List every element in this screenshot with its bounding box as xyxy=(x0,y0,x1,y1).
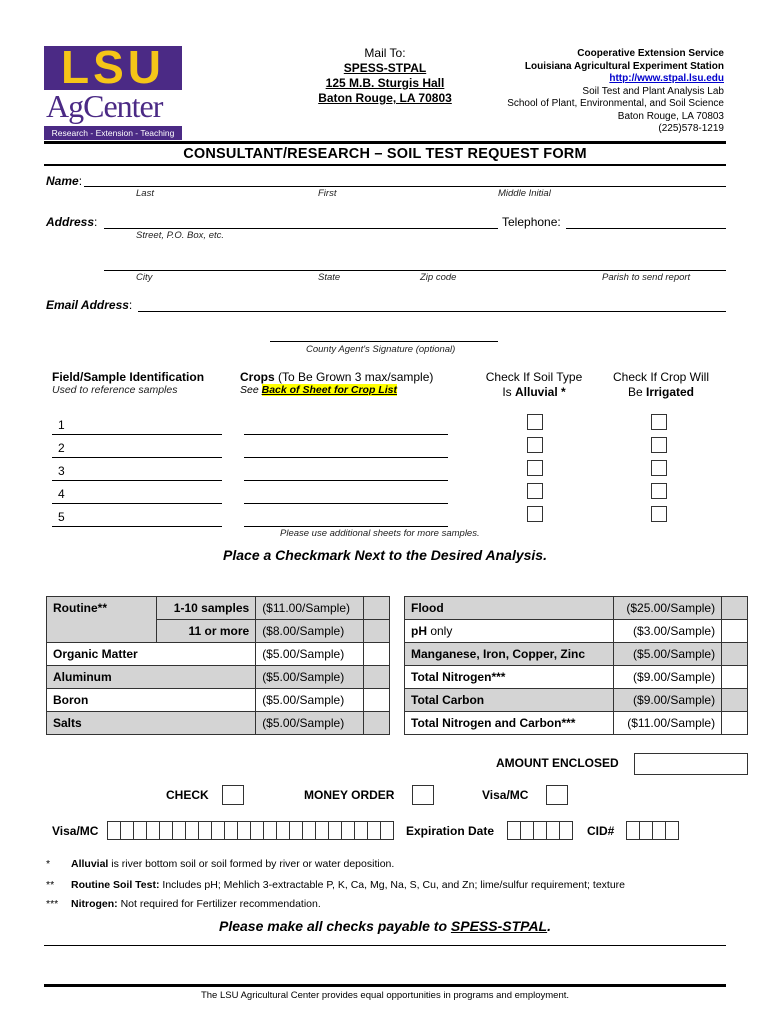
money-order-label: MONEY ORDER xyxy=(304,788,395,802)
sample-row-number: 3 xyxy=(58,464,65,478)
boron-label: Boron xyxy=(47,689,256,712)
boron-check[interactable] xyxy=(364,689,390,712)
digit-box[interactable] xyxy=(186,821,199,840)
crop-list-link: Back of Sheet for Crop List xyxy=(261,384,397,396)
crop-input[interactable] xyxy=(244,503,448,504)
irrigated-checkbox[interactable] xyxy=(651,483,667,499)
field-id-sub: Used to reference samples xyxy=(52,384,178,396)
check-checkbox[interactable] xyxy=(222,785,244,805)
ph-word: pH xyxy=(411,624,427,638)
logo-lsu: LSU xyxy=(61,41,165,93)
digit-box[interactable] xyxy=(534,821,547,840)
coop-block xyxy=(424,48,724,136)
mail-street: 125 M.B. Sturgis Hall xyxy=(325,76,445,90)
digit-box[interactable] xyxy=(134,821,147,840)
flood-check[interactable] xyxy=(722,597,748,620)
digit-box[interactable] xyxy=(199,821,212,840)
cid-label: CID# xyxy=(587,824,615,838)
name-middle-caption: Middle Initial xyxy=(498,188,551,199)
note-3-text: Not required for Fertilizer recommendation. xyxy=(117,898,321,910)
ph-price: ($3.00/Sample) xyxy=(614,620,722,643)
organic-matter-label: Organic Matter xyxy=(47,643,256,666)
visa-mc-number-label: Visa/MC xyxy=(52,824,99,838)
irrigated-header xyxy=(596,370,726,400)
irrigated-be: Be xyxy=(627,385,646,399)
alluvial-is: Is xyxy=(502,385,515,399)
mail-org: SPESS-STPAL xyxy=(343,61,427,75)
alluvial-checkbox[interactable] xyxy=(527,460,543,476)
digit-box[interactable] xyxy=(653,821,666,840)
email-label: Email Address: xyxy=(46,298,133,312)
total-nc-check[interactable] xyxy=(722,712,748,735)
parish-caption: Parish to send report xyxy=(602,272,691,283)
aluminum-label: Aluminum xyxy=(47,666,256,689)
digit-box[interactable] xyxy=(303,821,316,840)
ph-only: only xyxy=(427,624,453,638)
coop-city: Baton Rouge, LA 70803 xyxy=(617,110,724,122)
place-checkmark-heading: Place a Checkmark Next to the Desired Analysis. xyxy=(223,547,547,563)
digit-box[interactable] xyxy=(626,821,640,840)
telephone-input[interactable] xyxy=(566,228,726,229)
routine-1-10-check[interactable] xyxy=(364,597,390,620)
total-nitrogen-price: ($9.00/Sample) xyxy=(614,666,722,689)
money-order-checkbox[interactable] xyxy=(412,785,434,805)
crops-header xyxy=(240,370,433,396)
irrigated-checkbox[interactable] xyxy=(651,506,667,522)
address-city-input[interactable] xyxy=(104,270,726,271)
coop-phone: (225)578-1219 xyxy=(658,123,724,134)
micronutrients-price: ($5.00/Sample) xyxy=(614,643,722,666)
note-3-mark: *** xyxy=(46,898,59,910)
digit-box[interactable] xyxy=(290,821,303,840)
organic-matter-price: ($5.00/Sample) xyxy=(256,643,364,666)
zip-caption: Zip code xyxy=(420,272,457,283)
agcenter-logo xyxy=(44,41,182,140)
salts-label: Salts xyxy=(47,712,256,735)
note-1-mark: * xyxy=(46,858,51,870)
note-3 xyxy=(46,898,321,910)
total-nitrogen-label: Total Nitrogen*** xyxy=(405,666,614,689)
digit-box[interactable] xyxy=(316,821,329,840)
coop-service: Cooperative Extension Service xyxy=(577,48,724,59)
note-1-term: Alluvial xyxy=(71,858,109,870)
alluvial-checkbox[interactable] xyxy=(527,483,543,499)
sample-row-number: 5 xyxy=(58,510,65,524)
amount-enclosed-label: AMOUNT ENCLOSED xyxy=(496,756,619,770)
sample-id-input[interactable] xyxy=(52,480,222,481)
name-first-caption: First xyxy=(318,188,337,199)
digit-box[interactable] xyxy=(277,821,290,840)
salts-price: ($5.00/Sample) xyxy=(256,712,364,735)
digit-box[interactable] xyxy=(329,821,342,840)
salts-check[interactable] xyxy=(364,712,390,735)
logo-brand: AgCenter xyxy=(46,88,163,124)
crop-input[interactable] xyxy=(244,480,448,481)
crops-title: Crops xyxy=(240,370,275,384)
crops-see: See xyxy=(240,384,262,396)
top-rule xyxy=(44,141,726,144)
aluminum-price: ($5.00/Sample) xyxy=(256,666,364,689)
irrigated-checkbox[interactable] xyxy=(651,437,667,453)
digit-box[interactable] xyxy=(355,821,368,840)
crops-max: (To Be Grown 3 max/sample) xyxy=(274,370,434,384)
irrigated-checkbox[interactable] xyxy=(651,414,667,430)
sample-row-number: 1 xyxy=(58,418,65,432)
visa-mc-option-label: Visa/MC xyxy=(482,788,529,802)
address-street-input[interactable] xyxy=(104,228,498,229)
payable-statement xyxy=(0,918,770,934)
name-label: Name: xyxy=(46,174,83,188)
digit-box[interactable] xyxy=(368,821,381,840)
ph-check[interactable] xyxy=(722,620,748,643)
note-1 xyxy=(46,858,394,870)
irrigated-h1: Check If Crop Will xyxy=(612,370,710,384)
note-2-text: Includes pH; Mehlich 3-extractable P, K, Ca, Mg, Na, S, Cu, and Zn; lime/sulfur requirement; texture xyxy=(159,879,625,891)
sample-id-input[interactable] xyxy=(52,457,222,458)
total-carbon-label: Total Carbon xyxy=(405,689,614,712)
micronutrients-label: Manganese, Iron, Copper, Zinc xyxy=(405,643,614,666)
sample-id-input[interactable] xyxy=(52,503,222,504)
name-input[interactable] xyxy=(84,186,726,187)
field-id-title: Field/Sample Identification xyxy=(52,370,205,384)
total-nitrogen-check[interactable] xyxy=(722,666,748,689)
organic-matter-check[interactable] xyxy=(364,643,390,666)
note-2-term: Routine Soil Test: xyxy=(71,879,160,891)
total-nc-label: Total Nitrogen and Carbon*** xyxy=(405,712,614,735)
micronutrients-check[interactable] xyxy=(722,643,748,666)
expiration-label: Expiration Date xyxy=(406,824,495,838)
coop-url[interactable]: http://www.stpal.lsu.edu xyxy=(609,73,724,84)
address-label: Address: xyxy=(46,215,98,229)
digit-box[interactable] xyxy=(238,821,251,840)
agent-signature-caption: County Agent's Signature (optional) xyxy=(306,344,456,355)
check-label: CHECK xyxy=(166,788,209,802)
field-id-header xyxy=(52,370,204,396)
alluvial-h1: Check If Soil Type xyxy=(485,370,583,384)
digit-box[interactable] xyxy=(225,821,238,840)
routine-11-more: 11 or more xyxy=(156,620,256,643)
state-caption: State xyxy=(318,272,341,283)
logo-tagline: Research - Extension - Teaching xyxy=(44,126,182,140)
flood-label: Flood xyxy=(405,597,614,620)
crop-input[interactable] xyxy=(244,434,448,435)
total-carbon-price: ($9.00/Sample) xyxy=(614,689,722,712)
alluvial-checkbox[interactable] xyxy=(527,506,543,522)
bottom-rule-2 xyxy=(44,984,726,987)
sample-id-input[interactable] xyxy=(52,526,222,527)
digit-box[interactable] xyxy=(507,821,521,840)
total-nc-price: ($11.00/Sample) xyxy=(614,712,722,735)
routine-11-more-price: ($8.00/Sample) xyxy=(256,620,364,643)
digit-box[interactable] xyxy=(160,821,173,840)
crop-input[interactable] xyxy=(244,457,448,458)
title-rule xyxy=(44,164,726,166)
payable-org: SPESS-STPAL xyxy=(450,918,548,934)
crop-input[interactable] xyxy=(244,526,448,527)
aluminum-check[interactable] xyxy=(364,666,390,689)
payable-text: Please make all checks payable to xyxy=(218,918,451,934)
sample-row-number: 2 xyxy=(58,441,65,455)
mail-label: Mail To: xyxy=(364,46,406,60)
alluvial-checkbox[interactable] xyxy=(527,414,543,430)
routine-11-more-check[interactable] xyxy=(364,620,390,643)
analysis-table-right xyxy=(404,596,748,735)
digit-box[interactable] xyxy=(342,821,355,840)
agent-signature-input[interactable] xyxy=(270,341,498,342)
city-caption: City xyxy=(136,272,153,283)
coop-station: Louisiana Agricultural Experiment Station xyxy=(524,60,724,72)
ph-label xyxy=(405,620,614,643)
digit-box[interactable] xyxy=(560,821,573,840)
digit-box[interactable] xyxy=(264,821,277,840)
card-number-input[interactable] xyxy=(107,821,394,840)
routine-label: Routine** xyxy=(47,597,157,620)
boron-price: ($5.00/Sample) xyxy=(256,689,364,712)
note-2-mark: ** xyxy=(46,879,55,891)
digit-box[interactable] xyxy=(173,821,186,840)
coop-school: School of Plant, Environmental, and Soil Science xyxy=(507,98,724,109)
irrigated-checkbox[interactable] xyxy=(651,460,667,476)
analysis-table-left xyxy=(46,596,390,735)
digit-box[interactable] xyxy=(147,821,160,840)
digit-box[interactable] xyxy=(212,821,225,840)
note-3-term: Nitrogen: xyxy=(71,898,118,910)
additional-sheets-note: Please use additional sheets for more samples. xyxy=(280,528,480,539)
alluvial-word: Alluvial * xyxy=(514,385,566,399)
flood-price: ($25.00/Sample) xyxy=(614,597,722,620)
bottom-rule-1 xyxy=(44,945,726,946)
sample-id-input[interactable] xyxy=(52,434,222,435)
digit-box[interactable] xyxy=(381,821,394,840)
routine-1-10: 1-10 samples xyxy=(156,597,256,620)
digit-box[interactable] xyxy=(640,821,653,840)
digit-box[interactable] xyxy=(666,821,679,840)
amount-enclosed-input[interactable] xyxy=(634,753,748,775)
digit-box[interactable] xyxy=(521,821,534,840)
street-caption: Street, P.O. Box, etc. xyxy=(136,230,225,241)
form-title: CONSULTANT/RESEARCH – SOIL TEST REQUEST FORM xyxy=(183,146,587,162)
payable-period: . xyxy=(547,918,551,934)
digit-box[interactable] xyxy=(547,821,560,840)
irrigated-word: Irrigated xyxy=(646,385,695,399)
cid-input[interactable] xyxy=(626,821,679,840)
sample-row-number: 4 xyxy=(58,487,65,501)
routine-1-10-price: ($11.00/Sample) xyxy=(256,597,364,620)
name-last-caption: Last xyxy=(136,188,154,199)
alluvial-checkbox[interactable] xyxy=(527,437,543,453)
mail-city: Baton Rouge, LA 70803 xyxy=(318,91,452,105)
digit-box[interactable] xyxy=(121,821,134,840)
total-carbon-check[interactable] xyxy=(722,689,748,712)
telephone-label: Telephone: xyxy=(502,215,561,229)
email-input[interactable] xyxy=(138,311,726,312)
footer-equal-opportunity: The LSU Agricultural Center provides equal opportunities in programs and employment. xyxy=(200,990,570,1001)
digit-box[interactable] xyxy=(107,821,121,840)
visa-mc-checkbox[interactable] xyxy=(546,785,568,805)
note-2 xyxy=(46,879,625,891)
expiration-input[interactable] xyxy=(507,821,573,840)
alluvial-header xyxy=(472,370,596,400)
coop-lab: Soil Test and Plant Analysis Lab xyxy=(582,85,724,97)
note-1-text: is river bottom soil or soil formed by river or water deposition. xyxy=(108,858,395,870)
digit-box[interactable] xyxy=(251,821,264,840)
